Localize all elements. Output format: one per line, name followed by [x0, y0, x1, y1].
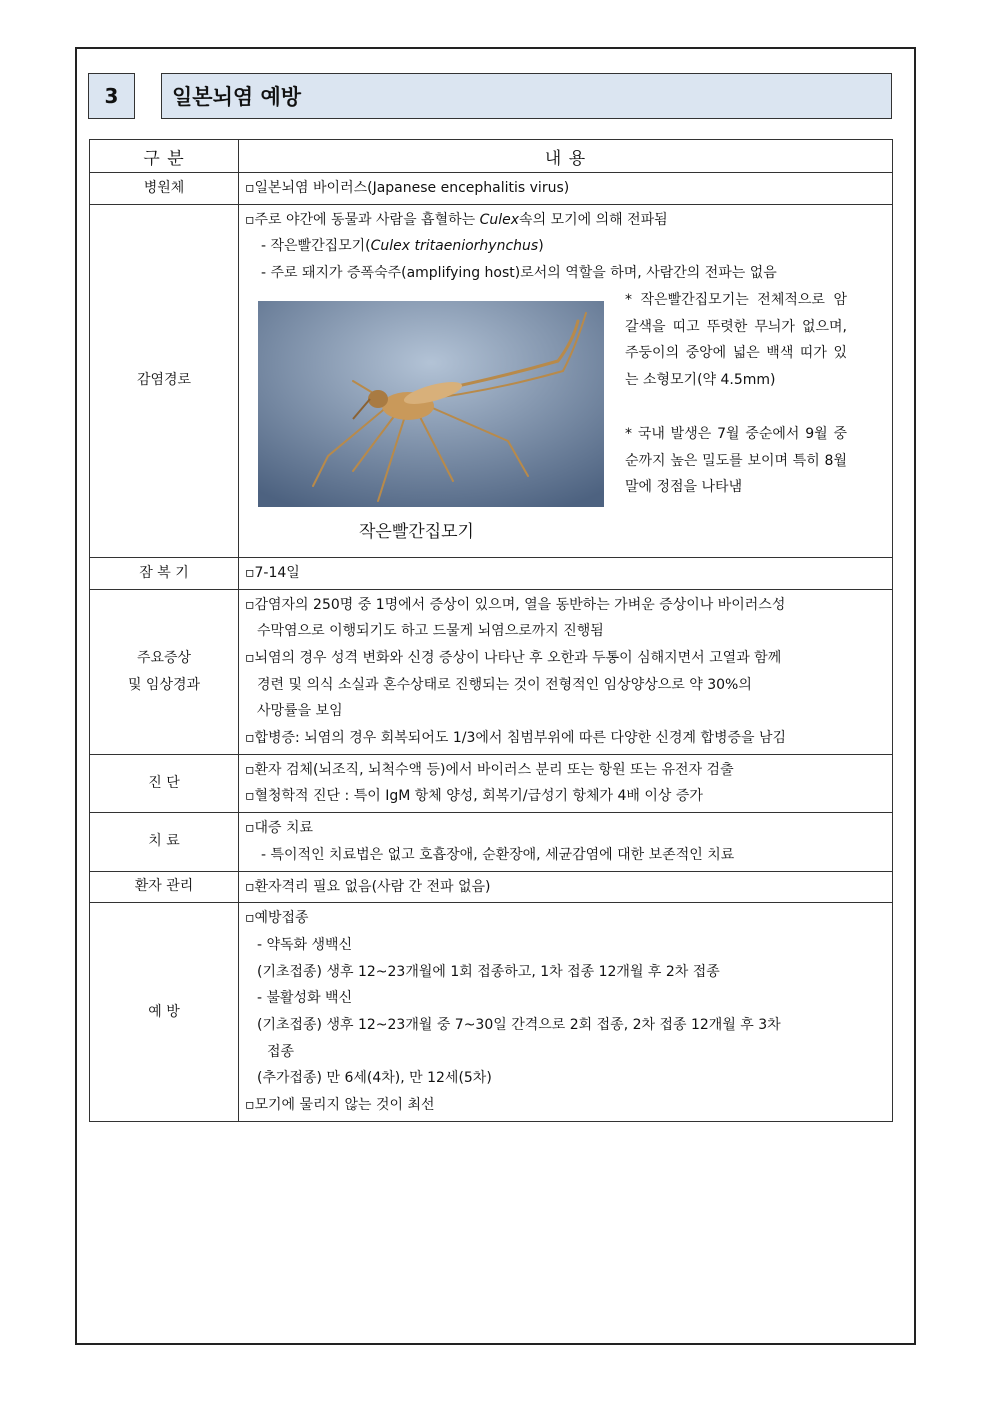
- prevention-line-2: - 약독화 생백신: [257, 936, 353, 953]
- row-content-route: [239, 204, 893, 557]
- header-category: 구 분: [90, 140, 239, 173]
- route-line-2-pre: - 작은빨간집모기(: [261, 238, 371, 255]
- symptoms-line-6: ▫합병증: 뇌염의 경우 회복되어도 1/3에서 침범부위에 따른 다양한 신경계 합병증을 남김: [245, 730, 787, 747]
- route-line-2-post: ): [538, 238, 544, 255]
- route-line-2-species: Culex tritaeniorhynchus: [370, 238, 539, 255]
- table-row-prevention: [90, 903, 893, 1122]
- symptoms-line-2: 수막염으로 이행되기도 하고 드물게 뇌염으로까지 진행됨: [257, 623, 604, 640]
- symptoms-line-4: 경련 및 의식 소실과 혼수상태로 진행되는 것이 전형적인 임상양상으로 약 30%의: [257, 676, 752, 693]
- info-table: [89, 139, 893, 1122]
- row-label-route: 감염경로: [90, 204, 239, 557]
- prevention-line-4: - 불활성화 백신: [257, 990, 353, 1007]
- table-row-incubation: [90, 557, 893, 589]
- route-line-2: [245, 233, 886, 260]
- row-content-prevention: [239, 903, 893, 1122]
- treatment-line-1: ▫대증 치료: [245, 820, 314, 837]
- row-label-prevention: 예 방: [90, 903, 239, 1122]
- diagnosis-line-2: ▫혈청학적 진단 : 특이 IgM 항체 양성, 회복기/급성기 항체가 4배 이상 증가: [245, 788, 703, 805]
- row-label-treatment: 치 료: [90, 813, 239, 871]
- row-content-incubation: [239, 557, 893, 589]
- treatment-line-2: - 특이적인 치료법은 없고 호흡장애, 순환장애, 세균감염에 대한 보존적인 치료: [261, 846, 735, 863]
- table-row-route: [90, 204, 893, 557]
- route-line-1-post: 속의 모기에 의해 전파됨: [519, 211, 668, 228]
- row-label-symptoms-1: 주요증상: [136, 649, 192, 666]
- row-label-symptoms: [90, 589, 239, 754]
- row-content-management: [239, 871, 893, 903]
- incubation-line: ▫7-14일: [245, 564, 300, 581]
- row-content-pathogen: [239, 173, 893, 205]
- route-line-3: - 주로 돼지가 증폭숙주(amplifying host)로서의 역할을 하며, 사람간의 전파는 없음: [261, 265, 777, 282]
- symptoms-line-1: ▫감염자의 250명 중 1명에서 증상이 있으며, 열을 동반하는 가벼운 증상이나 바이러스성: [245, 596, 786, 613]
- row-content-treatment: [239, 813, 893, 871]
- symptoms-line-3: ▫뇌염의 경우 성격 변화와 신경 증상이 나타난 후 오한과 두통이 심해지면서 고열과 함께: [245, 649, 782, 666]
- row-label-pathogen: 병원체: [90, 173, 239, 205]
- row-label-diagnosis: 진 단: [90, 754, 239, 812]
- route-line-1-genus: Culex: [479, 211, 520, 228]
- diagnosis-line-1: ▫환자 검체(뇌조직, 뇌척수액 등)에서 바이러스 분리 또는 항원 또는 유전자 검출: [245, 761, 734, 778]
- mosquito-illustration: [258, 301, 604, 507]
- pathogen-line: ▫일본뇌염 바이러스(Japanese encephalitis virus): [245, 180, 570, 196]
- table-row-diagnosis: [90, 754, 893, 812]
- row-label-incubation: 잠 복 기: [90, 557, 239, 589]
- row-content-diagnosis: [239, 754, 893, 812]
- table-row-symptoms: [90, 589, 893, 754]
- row-label-management: 환자 관리: [90, 871, 239, 903]
- mosquito-note-2: * 국내 발생은 7월 중순에서 9월 중순까지 높은 밀도를 보이며 특히 8월 말에 정점을 나타냄: [625, 425, 847, 496]
- prevention-line-7: (추가접종) 만 6세(4차), 만 12세(5차): [257, 1070, 492, 1087]
- table-header-row: [90, 140, 893, 173]
- table-row-treatment: [90, 813, 893, 871]
- row-label-symptoms-2: 및 임상경과: [127, 676, 201, 693]
- prevention-line-3: (기초접종) 생후 12~23개월에 1회 접종하고, 1차 접종 12개월 후 2차 접종: [257, 963, 720, 980]
- row-content-symptoms: [239, 589, 893, 754]
- route-line-1: [245, 207, 886, 234]
- mosquito-note-1: * 작은빨간집모기는 전체적으로 암갈색을 띠고 뚜렷한 무늬가 없으며, 주둥이의 중앙에 넓은 백색 띠가 있는 소형모기(약 4.5mm): [625, 291, 847, 388]
- prevention-line-5: (기초접종) 생후 12~23개월 중 7~30일 간격으로 2회 접종, 2차 접종 12개월 후 3차: [257, 1017, 781, 1034]
- management-line-1: ▫환자격리 필요 없음(사람 간 전파 없음): [245, 878, 491, 895]
- mosquito-photo: [258, 301, 604, 507]
- table-row-management: [90, 871, 893, 903]
- table-row-pathogen: [90, 173, 893, 205]
- prevention-line-6: 접종: [267, 1043, 295, 1060]
- photo-caption: 작은빨간집모기: [359, 521, 474, 542]
- section-title: 일본뇌염 예방: [161, 73, 892, 119]
- section-number: 3: [88, 73, 135, 119]
- route-figure-area: [245, 287, 886, 555]
- prevention-line-1: ▫예방접종: [245, 910, 309, 927]
- header-content: 내 용: [239, 140, 893, 173]
- prevention-line-8: ▫모기에 물리지 않는 것이 최선: [245, 1097, 435, 1114]
- route-line-1-pre: ▫주로 야간에 동물과 사람을 흡혈하는: [245, 211, 480, 228]
- symptoms-line-5: 사망률을 보임: [257, 703, 343, 720]
